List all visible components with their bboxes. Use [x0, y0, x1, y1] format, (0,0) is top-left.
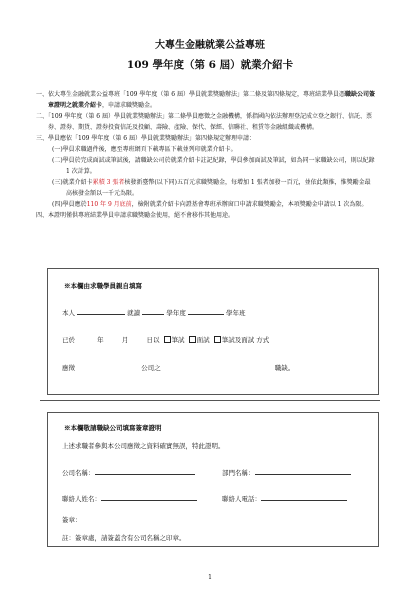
signature-label: 簽章： [62, 516, 82, 524]
department-label: 部門名稱： [222, 469, 255, 477]
page-number: 1 [208, 574, 212, 581]
applicant-row-2 [62, 335, 269, 344]
interview-checkbox[interactable] [189, 336, 196, 343]
note-3-1: (一)學員求職過件後，應至專班網頁下載專區下載並列印就業介紹卡。 [52, 146, 237, 153]
label-day: 日以 [146, 336, 160, 344]
class-field[interactable] [188, 307, 224, 315]
label-month: 月 [121, 336, 129, 344]
school-year-field[interactable] [142, 307, 164, 315]
phone-label: 聯絡人電話： [222, 495, 261, 503]
note-4: 四、本證明僅供專班結業學員申請求職獎勵金使用，絕不會移作其他用途。 [36, 212, 235, 219]
department-field[interactable] [255, 467, 351, 475]
instructions [36, 89, 376, 221]
company-name-label: 公司名稱： [62, 469, 95, 477]
page-title: 109 學年度（第 6 屆）就業介紹卡 [126, 59, 294, 71]
section-divider [40, 400, 380, 401]
org-title: 大專生金融就業公益專班 [155, 40, 265, 51]
company-name-row [62, 467, 195, 477]
applicant-section [47, 268, 379, 395]
label-position: 職缺。 [274, 364, 295, 372]
note-3-3-highlight: 累積 3 張者 [92, 179, 125, 186]
department-row [222, 467, 351, 477]
note-3: 三、學員應依「109 學年度（第 6 屆）學員就業獎勵辦法」第四條規定辦理申請： [36, 135, 255, 142]
label-interview: 面試 [196, 336, 210, 344]
label-method: 方式 [256, 336, 270, 344]
contact-field[interactable] [101, 493, 197, 501]
signature-row [62, 515, 202, 524]
note-3-2: (二)學員於完成面試或筆試後，請職缺公司於就業介紹卡註記紀錄，學員參加面試及筆試，如為同一家職缺公司，則以紀錄 1 次計算。 [52, 157, 375, 175]
note-3-4 [36, 199, 376, 210]
note-1-tail: ，申請求職獎勵金。 [102, 102, 157, 109]
contact-row [62, 493, 197, 503]
label-class: 學年班 [225, 309, 246, 317]
certification-statement: 上述求職者參與本公司應徵之資料確實無誤，特此證明。 [62, 442, 225, 450]
both-checkbox[interactable] [214, 336, 221, 343]
note-3-4-highlight: 110 年 9 月底前 [86, 201, 132, 208]
note-2: 二、「109 學年度（第 6 屆）學員就業獎勵辦法」第二條學員應徵之金融機構，係指國內依法辦理登記成立登之銀行、信託、票券、證券、期貨、證券投資信託及投顧、壽險、產險、保代、保經、信聯社、租賃等金融組織或機構。 [36, 113, 372, 131]
note-3-4-b: ，檢附就業介紹卡向證基會專班承辦窗口申請求職獎勵金，本項獎勵金申請以 1 次為限。 [131, 201, 368, 208]
contact-label: 聯絡人姓名： [62, 495, 101, 503]
note-1-bold: 職缺公司簽章證明之就業介紹卡 [48, 91, 376, 109]
applicant-row-3 [62, 363, 294, 372]
written-test-checkbox[interactable] [164, 336, 171, 343]
label-both: 筆試及面試 [221, 336, 255, 344]
company-section-title: ※本欄敬請職缺公司填寫簽章證明 [64, 424, 162, 432]
company-name-field[interactable] [95, 467, 195, 475]
note-1 [36, 89, 376, 111]
note-1-text: 一、依大專生金融就業公益專班「109 學年度（第 6 屆）學員就業獎勵辦法」第二條及第四條規定，專班結業學員憑 [36, 91, 345, 98]
company-section [47, 412, 379, 547]
label-apply: 應徵 [62, 364, 75, 372]
label-self: 本人 [62, 309, 75, 317]
phone-row [222, 493, 347, 503]
phone-field[interactable] [261, 493, 347, 501]
label-already: 已於 [62, 336, 75, 344]
note-3-4-a: (四)學員應於 [52, 201, 87, 208]
applicant-section-title: ※本欄由求職學員親自填寫 [64, 282, 142, 290]
label-written-test: 筆試 [171, 336, 185, 344]
label-company-of: 公司之 [141, 364, 161, 372]
note-3-3-b: 核發新臺幣(以下同)五百元求職獎勵金，每增加 1 張者加發一百元，並依此類推，惟獎勵金最高核發金額以一千元為限。 [66, 179, 371, 197]
label-year: 年 [97, 336, 104, 344]
note-3-3-a: (三)就業介紹卡 [52, 179, 93, 186]
note-3-3 [36, 177, 376, 199]
label-school-year: 學年度 [166, 309, 186, 317]
label-study: 就讀 [127, 309, 141, 317]
footnote: 註：簽章處，請簽蓋含有公司名稱之印章。 [62, 534, 186, 542]
applicant-row-1 [62, 307, 245, 317]
name-field[interactable] [77, 307, 125, 315]
